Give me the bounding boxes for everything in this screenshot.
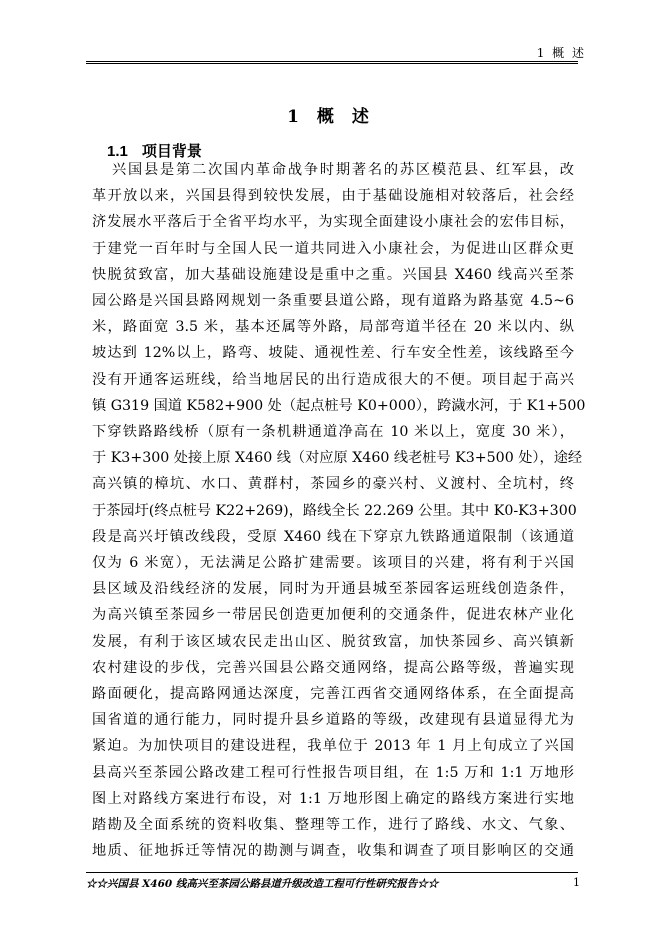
text-line: 踏勘及全面系统的资料收集、整理等工作，进行了路线、水文、气象、: [92, 817, 574, 834]
text-line: 图上对路线方案进行布设，对 1:1 万地形图上确定的路线方案进行实地: [92, 790, 574, 807]
text-line: 于 K3+300 处接上原 X460 线（对应原 X460 线老桩号 K3+500 处），途经: [92, 450, 583, 467]
text-line: 快脱贫致富，加大基础设施建设是重中之重。兴国县 X460 线高兴至茶: [92, 266, 574, 283]
text-line: 园公路是兴国县路网规划一条重要县道公路，现有道路为路基宽 4.5~6: [92, 293, 574, 310]
footer-title: ☆☆兴国县 X460 线高兴至茶园公路县道升级改造工程可行性研究报告☆☆: [86, 878, 439, 890]
text-line: 下穿铁路路线桥（原有一条机耕通道净高在 10 米以上，宽度 30 米），: [92, 424, 574, 441]
text-line: 革开放以来，兴国县得到较快发展，由于基础设施相对较落后，社会经: [92, 188, 574, 205]
text-line: 农村建设的步伐，完善兴国县公路交通网络，提高公路等级，普遍实现: [92, 659, 574, 676]
text-line: 路面硬化，提高路网通达深度，完善江西省交通网络体系，在全面提高: [92, 686, 574, 703]
text-line: 坡达到 12%以上，路弯、坡陡、通视性差、行车安全性差，该线路至今: [92, 345, 574, 362]
text-line: 发展，有利于该区域农民走出山区、脱贫致富，加快茶园乡、高兴镇新: [92, 633, 574, 650]
text-line: 兴国县是第二次国内革命战争时期著名的苏区模范县、红军县，改: [112, 162, 574, 178]
text-line: 高兴镇的樟坑、水口、黄群村，茶园乡的豪兴村、义渡村、全坑村，终: [92, 476, 574, 493]
text-line: 于建党一百年时与全国人民一道共同进入小康社会，为促进山区群众更: [92, 240, 574, 257]
text-line: 地质、征地拆迁等情况的勘测与调查，收集和调查了项目影响区的交通: [92, 843, 574, 860]
footer-rule: [86, 872, 578, 873]
text-line: 段是高兴圩镇改线段，受原 X460 线在下穿京九铁路通道限制（该通道: [92, 528, 574, 545]
chapter-title: 1 概 述: [287, 107, 375, 127]
text-line: 仅为 6 米宽），无法满足公路扩建需要。该项目的兴建，将有利于兴国: [92, 555, 574, 572]
text-line: 国省道的通行能力，同时提升县乡道路的等级，改建现有县道显得尤为: [92, 712, 574, 729]
text-line: 米，路面宽 3.5 米，基本还属等外路，局部弯道半径在 20 米以内、纵: [92, 319, 574, 336]
section-title: 项目背景: [141, 142, 202, 160]
text-line: 紧迫。为加快项目的建设进程，我单位于 2013 年 1 月上旬成立了兴国: [92, 738, 574, 755]
text-line: 为高兴镇至茶园乡一带居民创造更加便利的交通条件，促进农林产业化: [92, 607, 574, 624]
header-rule: [86, 61, 578, 64]
text-line: 于茶园圩(终点桩号 K22+269)，路线全长 22.269 公里。其中 K0-K3+300: [92, 502, 577, 519]
text-line: 县高兴至茶园公路改建工程可行性报告项目组，在 1:5 万和 1:1 万地形: [92, 764, 574, 781]
section-number: 1.1: [107, 143, 128, 160]
text-line: 没有开通客运班线，给当地居民的出行造成很大的不便。项目起于高兴: [92, 371, 574, 388]
text-line: 县区域及沿线经济的发展，同时为开通县城至茶园客运班线创造条件，: [92, 581, 574, 598]
body-paragraph: [92, 157, 586, 864]
text-line: 镇 G319 国道 K582+900 处（起点桩号 K0+000），跨濊水河，于 K1+500: [92, 397, 586, 414]
page-number: 1: [573, 876, 580, 889]
running-header: 1 概 述: [536, 46, 586, 60]
text-line: 济发展水平落后于全省平均水平，为实现全面建设小康社会的宏伟目标，: [92, 214, 574, 231]
